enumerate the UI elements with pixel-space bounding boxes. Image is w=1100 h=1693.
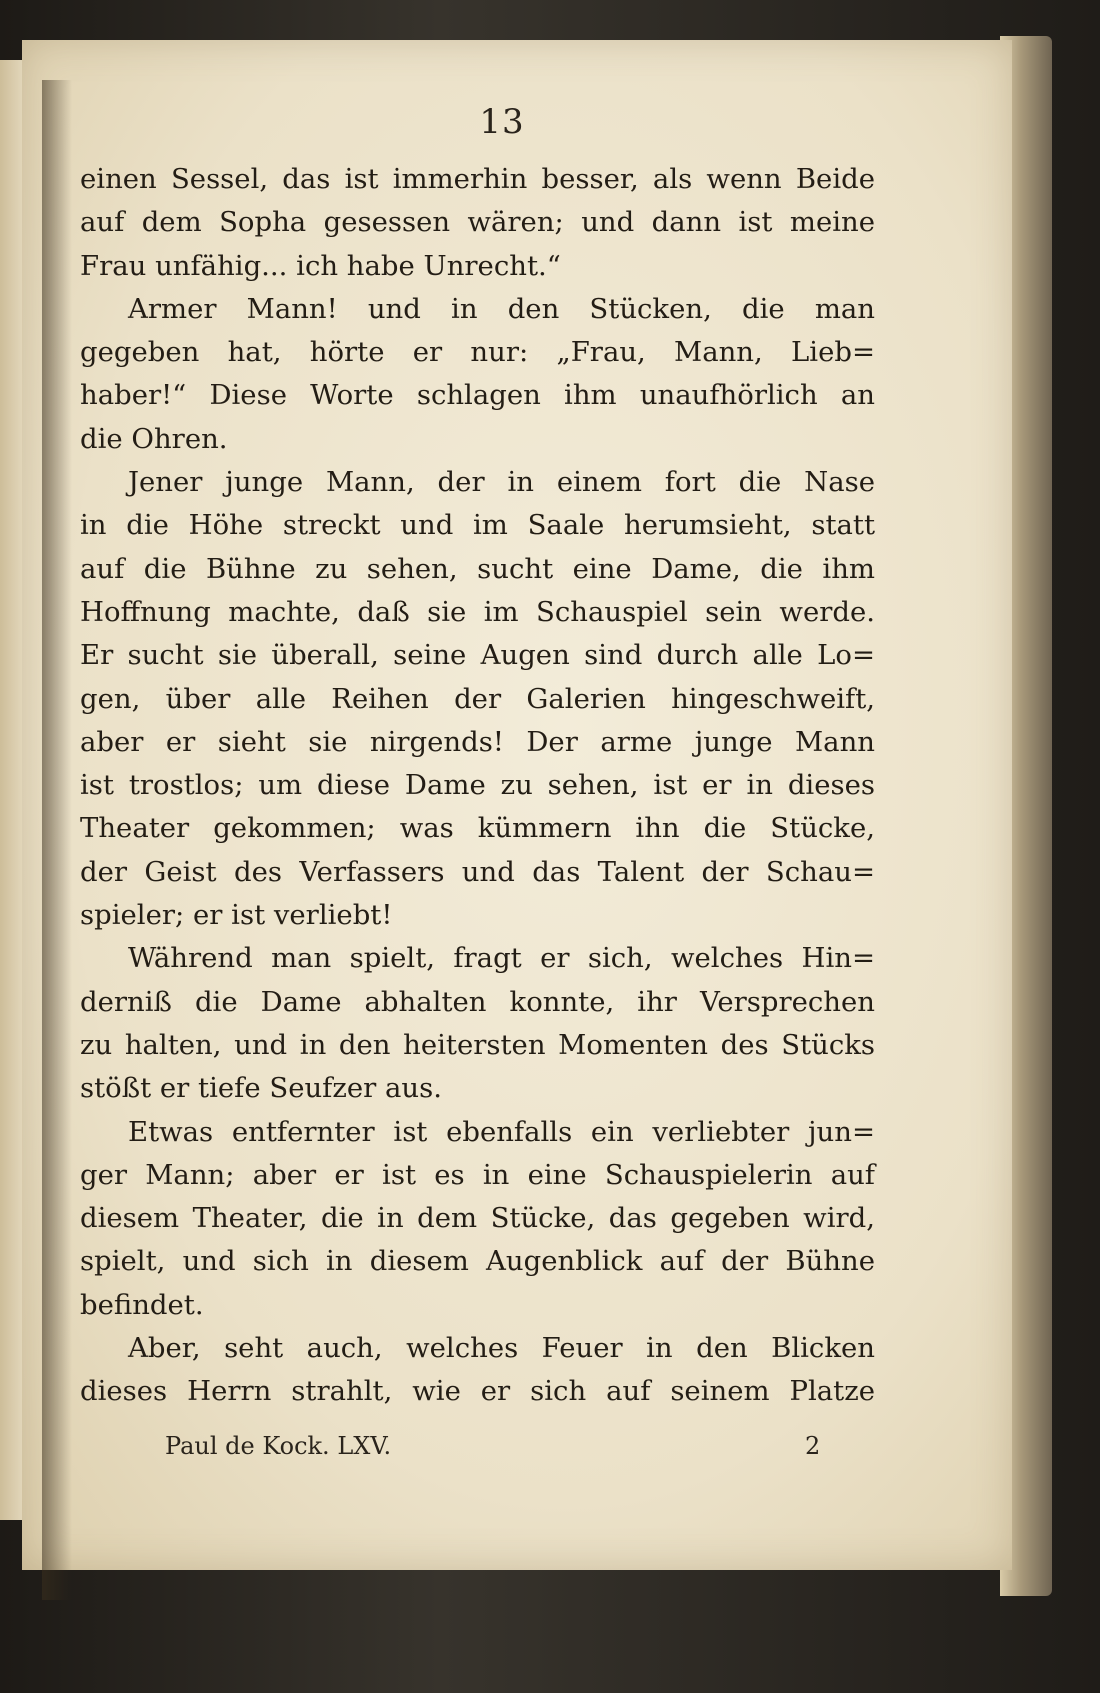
printer-signature: Paul de Kock. LXV.: [165, 1432, 392, 1460]
text-line: Er sucht sie überall, seine Augen sind durch alle Lo=: [80, 639, 875, 672]
text-line: Etwas entfernter ist ebenfalls ein verliebter jun=: [128, 1115, 875, 1148]
text-line: Hoffnung machte, daß sie im Schauspiel sein werde.: [80, 595, 875, 628]
text-line: in die Höhe streckt und im Saale herumsieht, statt: [80, 509, 875, 542]
text-line: die Ohren.: [80, 422, 228, 455]
text-line: Aber, seht auch, welches Feuer in den Blicken: [128, 1332, 875, 1365]
text-line: Theater gekommen; was kümmern ihn die Stücke,: [80, 812, 875, 845]
page-footer: [80, 1432, 875, 1472]
body-text: [80, 158, 875, 1414]
text-line: derniß die Dame abhalten konnte, ihr Versprechen: [80, 985, 875, 1018]
text-line: aber er sieht sie nirgends! Der arme junge Mann: [80, 725, 875, 758]
text-line: Jener junge Mann, der in einem fort die Nase: [128, 466, 875, 499]
text-line: gegeben hat, hörte er nur: „Frau, Mann, Lieb=: [80, 336, 875, 369]
text-line: Während man spielt, fragt er sich, welches Hin=: [128, 942, 875, 975]
text-line: Armer Mann! und in den Stücken, die man: [128, 292, 875, 325]
page-number: 13: [479, 102, 525, 142]
gutter-shadow: [42, 80, 72, 1600]
text-line: stößt er tiefe Seufzer aus.: [80, 1072, 442, 1105]
text-line: Frau unfähig... ich habe Unrecht.“: [80, 249, 561, 282]
sheet-number: 2: [805, 1432, 821, 1460]
text-line: gen, über alle Reihen der Galerien hingeschweift,: [80, 682, 875, 715]
text-line: der Geist des Verfassers und das Talent der Schau=: [80, 855, 875, 888]
text-line: ger Mann; aber er ist es in eine Schauspielerin auf: [80, 1158, 875, 1191]
text-line: befindet.: [80, 1288, 204, 1321]
text-line: zu halten, und in den heitersten Momenten des Stücks: [80, 1028, 875, 1061]
text-line: einen Sessel, das ist immerhin besser, als wenn Beide: [80, 163, 875, 195]
text-line: ist trostlos; um diese Dame zu sehen, ist er in dieses: [80, 769, 875, 802]
text-line: diesem Theater, die in dem Stücke, das gegeben wird,: [80, 1202, 875, 1235]
text-line: haber!“ Diese Worte schlagen ihm unaufhörlich an: [80, 379, 875, 412]
book-page: [22, 40, 1012, 1570]
text-line: spieler; er ist verliebt!: [80, 899, 393, 932]
text-line: auf dem Sopha gesessen wären; und dann ist meine: [80, 206, 875, 239]
text-line: auf die Bühne zu sehen, sucht eine Dame, die ihm: [80, 552, 875, 585]
text-line: dieses Herrn strahlt, wie er sich auf seinem Platze: [80, 1375, 875, 1408]
text-line: spielt, und sich in diesem Augenblick auf der Bühne: [80, 1245, 875, 1278]
